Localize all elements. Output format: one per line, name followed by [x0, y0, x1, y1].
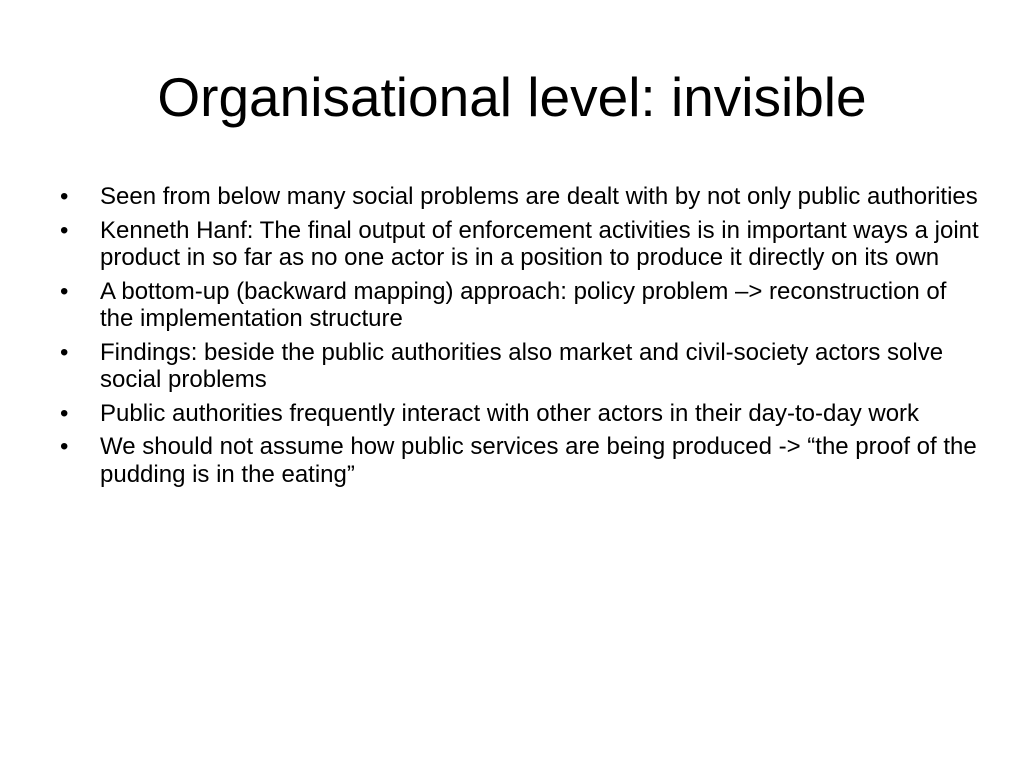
bullet-item: [60, 400, 980, 428]
bullet-marker-icon: •: [60, 183, 69, 210]
bullet-marker-icon: •: [60, 277, 69, 305]
bullet-text: A bottom-up (backward mapping) approach: policy problem –> reconstruction of the implementation structure: [100, 277, 947, 332]
bullet-text: Kenneth Hanf: The final output of enforcement activities is in important ways a joint product in so far as no one actor is in a position to produce it directly on its own: [100, 216, 979, 271]
bullet-item: [60, 433, 980, 488]
bullet-marker-icon: •: [60, 399, 69, 427]
bullet-item: [60, 339, 980, 394]
slide-title: Organisational level: invisible: [157, 66, 867, 128]
bullet-marker-icon: •: [60, 338, 69, 366]
bullet-item: [60, 183, 980, 211]
bullet-text: Findings: beside the public authorities also market and civil-society actors solve social problems: [100, 338, 944, 393]
bullet-text: Public authorities frequently interact with other actors in their day-to-day work: [100, 399, 920, 427]
bullet-item: [60, 278, 980, 333]
bullet-list: [60, 183, 980, 494]
bullet-item: [60, 217, 980, 272]
bullet-marker-icon: •: [60, 216, 69, 244]
bullet-text: We should not assume how public services are being produced -> “the proof of the pudding is in the eating”: [100, 433, 977, 488]
bullet-marker-icon: •: [60, 433, 69, 460]
bullet-text: Seen from below many social problems are dealt with by not only public authorities: [100, 183, 978, 210]
